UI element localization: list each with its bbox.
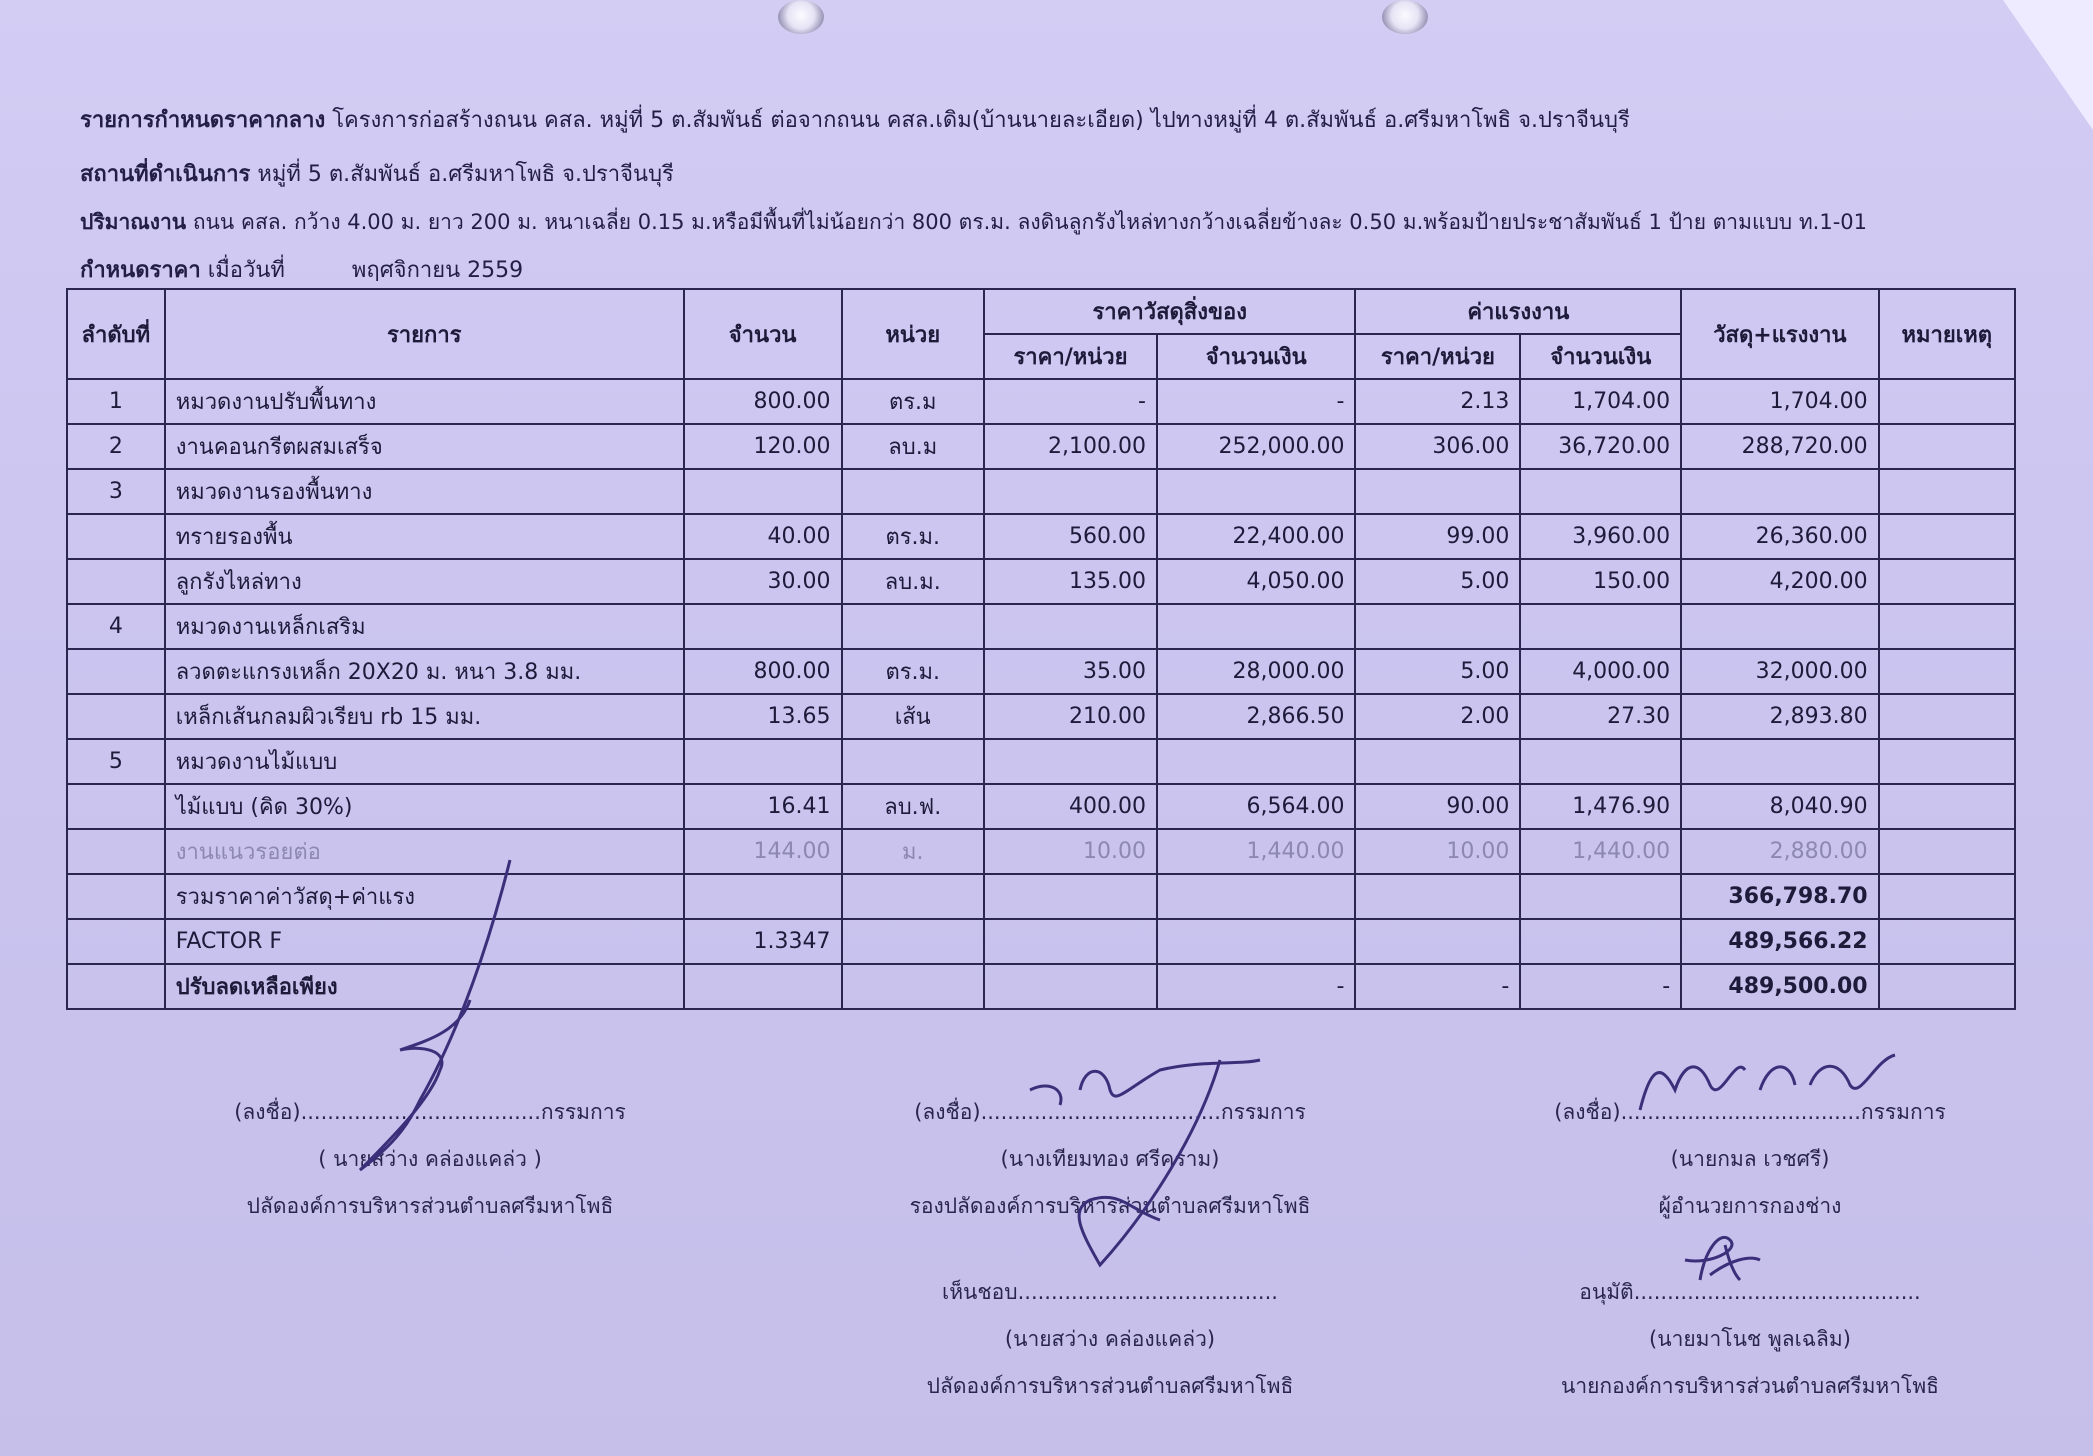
col-header-material: ราคาวัสดุสิ่งของ	[984, 289, 1355, 334]
cell-no: 4	[67, 604, 165, 649]
cell-no: 5	[67, 739, 165, 784]
cell-qty: 144.00	[684, 829, 842, 874]
cell-mat-price	[984, 874, 1157, 919]
cell-lab-amount: -	[1520, 964, 1681, 1009]
cell-remark	[1879, 829, 2015, 874]
cell-unit	[842, 604, 984, 649]
table-row	[67, 469, 2015, 514]
header-text: ถนน คสล. กว้าง 4.00 ม. ยาว 200 ม. หนาเฉลี่ย 0.15 ม.หรือมีพื้นที่ไม่น้อยกว่า 800 ตร.ม. ลงดินลูกรังไหล่ทางกว้างเฉลี่ยข้างละ 0.50 ม.พร้อมป้ายประชาสัมพันธ์ 1 ป้าย ตามแบบ ท.1-01	[192, 210, 1867, 234]
table-row	[67, 424, 2015, 469]
cell-qty	[684, 874, 842, 919]
cell-item: หมวดงานเหล็กเสริม	[165, 604, 684, 649]
cell-mat-amount: 22,400.00	[1157, 514, 1355, 559]
cell-unit	[842, 964, 984, 1009]
signer-title: ปลัดองค์การบริหารส่วนตำบลศรีมหาโพธิ	[926, 1374, 1294, 1398]
cell-mat-amount: 2,866.50	[1157, 694, 1355, 739]
table-row	[67, 604, 2015, 649]
signer-name: (นายมาโนช พูลเฉลิม)	[1649, 1327, 1851, 1351]
cell-qty: 40.00	[684, 514, 842, 559]
col-header-lab-amount: จำนวนเงิน	[1520, 334, 1681, 379]
signer-title: รองปลัดองค์การบริหารส่วนตำบลศรีมหาโพธิ	[909, 1194, 1311, 1218]
cell-mat-amount	[1157, 739, 1355, 784]
signature-line: (ลงชื่อ)....................................กรรมการ	[1554, 1100, 1946, 1124]
cell-remark	[1879, 604, 2015, 649]
signature-block-5	[1460, 1276, 2040, 1403]
header-label: รายการกำหนดราคากลาง	[80, 108, 326, 133]
cell-qty: 800.00	[684, 379, 842, 424]
cell-item: หมวดงานรองพื้นทาง	[165, 469, 684, 514]
cell-unit: เส้น	[842, 694, 984, 739]
header-line-1	[80, 102, 1630, 137]
signer-name: ( นายสว่าง คล่องแคล่ว )	[318, 1147, 542, 1171]
cell-lab-amount: 3,960.00	[1520, 514, 1681, 559]
cell-lab-amount: 1,704.00	[1520, 379, 1681, 424]
cell-lab-price: 2.13	[1355, 379, 1520, 424]
cell-mat-price: 560.00	[984, 514, 1157, 559]
cell-no	[67, 649, 165, 694]
cell-unit: ตร.ม.	[842, 649, 984, 694]
signature-line: (ลงชื่อ)....................................กรรมการ	[914, 1100, 1306, 1124]
folded-corner	[2003, 0, 2093, 130]
cell-no: 2	[67, 424, 165, 469]
table-row	[67, 649, 2015, 694]
cell-item: ปรับลดเหลือเพียง	[165, 964, 684, 1009]
signature-line: อนุมัติ...........................................	[1579, 1280, 1921, 1304]
signer-title: นายกองค์การบริหารส่วนตำบลศรีมหาโพธิ	[1560, 1374, 1939, 1398]
header-line-4	[80, 252, 523, 287]
header-date: พฤศจิกายน 2559	[351, 258, 524, 283]
cell-remark	[1879, 964, 2015, 1009]
header-label: กำหนดราคา	[80, 258, 201, 283]
header-text: โครงการก่อสร้างถนน คสล. หมู่ที่ 5 ต.สัมพันธ์ ต่อจากถนน คสล.เดิม(บ้านนายละเอียด) ไปทางหมู่ที่ 4 ต.สัมพันธ์ อ.ศรีมหาโพธิ จ.ปราจีนบุรี	[332, 108, 1630, 133]
cell-total: 4,200.00	[1681, 559, 1878, 604]
cell-lab-amount: 1,476.90	[1520, 784, 1681, 829]
cell-item: รวมราคาค่าวัสดุ+ค่าแรง	[165, 874, 684, 919]
table-row	[67, 514, 2015, 559]
cell-item: ทรายรองพื้น	[165, 514, 684, 559]
signature-line: เห็นชอบ.......................................	[942, 1280, 1278, 1304]
cell-unit: ลบ.ม.	[842, 559, 984, 604]
cell-item: งานแนวรอยต่อ	[165, 829, 684, 874]
cell-lab-amount: 27.30	[1520, 694, 1681, 739]
cell-no	[67, 784, 165, 829]
cell-lab-price: -	[1355, 964, 1520, 1009]
cell-mat-amount: 28,000.00	[1157, 649, 1355, 694]
col-header-labor: ค่าแรงงาน	[1355, 289, 1681, 334]
cell-total	[1681, 604, 1878, 649]
cell-total: 366,798.70	[1681, 874, 1878, 919]
signer-name: (นางเทียมทอง ศรีคราม)	[1000, 1147, 1220, 1171]
cell-mat-price: 400.00	[984, 784, 1157, 829]
cell-unit: ลบ.ม	[842, 424, 984, 469]
cell-remark	[1879, 559, 2015, 604]
cell-remark	[1879, 874, 2015, 919]
cell-lab-amount	[1520, 469, 1681, 514]
signer-title: ผู้อำนวยการกองช่าง	[1658, 1194, 1842, 1218]
cell-item: งานคอนกรีตผสมเสร็จ	[165, 424, 684, 469]
cell-mat-amount: 252,000.00	[1157, 424, 1355, 469]
cell-lab-amount	[1520, 874, 1681, 919]
header-text: เมื่อวันที่	[207, 258, 285, 283]
signature-line: (ลงชื่อ)....................................กรรมการ	[234, 1100, 626, 1124]
cell-total: 26,360.00	[1681, 514, 1878, 559]
col-header-mat-amount: จำนวนเงิน	[1157, 334, 1355, 379]
cell-remark	[1879, 649, 2015, 694]
cell-remark	[1879, 694, 2015, 739]
cell-unit	[842, 919, 984, 964]
col-header-unit: หน่วย	[842, 289, 984, 379]
header-text: หมู่ที่ 5 ต.สัมพันธ์ อ.ศรีมหาโพธิ จ.ปราจีนบุรี	[257, 162, 674, 187]
punch-hole	[1382, 0, 1428, 34]
cell-total: 2,893.80	[1681, 694, 1878, 739]
col-header-total: วัสดุ+แรงงาน	[1681, 289, 1878, 379]
cell-lab-price: 99.00	[1355, 514, 1520, 559]
cell-mat-amount: 4,050.00	[1157, 559, 1355, 604]
signer-title: ปลัดองค์การบริหารส่วนตำบลศรีมหาโพธิ	[246, 1194, 614, 1218]
cell-item: FACTOR F	[165, 919, 684, 964]
cell-mat-price	[984, 604, 1157, 649]
cell-no	[67, 919, 165, 964]
cell-total: 288,720.00	[1681, 424, 1878, 469]
cell-unit: ตร.ม.	[842, 514, 984, 559]
cell-mat-price	[984, 739, 1157, 784]
cell-no	[67, 964, 165, 1009]
cell-item: ไม้แบบ (คิด 30%)	[165, 784, 684, 829]
cell-lab-price: 306.00	[1355, 424, 1520, 469]
cell-item: หมวดงานไม้แบบ	[165, 739, 684, 784]
cell-lab-amount: 36,720.00	[1520, 424, 1681, 469]
cell-qty: 16.41	[684, 784, 842, 829]
cell-total: 8,040.90	[1681, 784, 1878, 829]
table-row	[67, 739, 2015, 784]
cell-no	[67, 694, 165, 739]
cell-total	[1681, 739, 1878, 784]
cell-total	[1681, 469, 1878, 514]
cell-total: 32,000.00	[1681, 649, 1878, 694]
cell-qty: 800.00	[684, 649, 842, 694]
cell-lab-amount	[1520, 604, 1681, 649]
col-header-no: ลำดับที่	[67, 289, 165, 379]
cell-mat-amount: 1,440.00	[1157, 829, 1355, 874]
col-header-remark: หมายเหตุ	[1879, 289, 2015, 379]
cell-qty	[684, 604, 842, 649]
signer-name: (นายสว่าง คล่องแคล่ว)	[1004, 1327, 1216, 1351]
cell-lab-price	[1355, 739, 1520, 784]
cell-unit	[842, 739, 984, 784]
header-line-3	[80, 206, 1867, 239]
cell-mat-price	[984, 919, 1157, 964]
col-header-mat-price: ราคา/หน่วย	[984, 334, 1157, 379]
cell-mat-price: 35.00	[984, 649, 1157, 694]
cell-mat-price: -	[984, 379, 1157, 424]
cell-mat-amount: 6,564.00	[1157, 784, 1355, 829]
cell-lab-amount	[1520, 739, 1681, 784]
cell-remark	[1879, 739, 2015, 784]
cell-lab-price: 5.00	[1355, 559, 1520, 604]
cell-no	[67, 829, 165, 874]
header-label: สถานที่ดำเนินการ	[80, 162, 251, 187]
cell-remark	[1879, 379, 2015, 424]
cell-mat-amount	[1157, 919, 1355, 964]
signature-block-4	[820, 1276, 1400, 1403]
handwritten-signature	[1670, 1220, 1770, 1290]
col-header-item: รายการ	[165, 289, 684, 379]
punch-hole	[778, 0, 824, 34]
cell-total: 489,500.00	[1681, 964, 1878, 1009]
cell-remark	[1879, 784, 2015, 829]
cell-total: 2,880.00	[1681, 829, 1878, 874]
cell-remark	[1879, 514, 2015, 559]
signer-name: (นายกมล เวชศรี)	[1670, 1147, 1830, 1171]
cell-mat-price: 10.00	[984, 829, 1157, 874]
cell-no: 3	[67, 469, 165, 514]
cell-qty: 120.00	[684, 424, 842, 469]
cell-lab-price: 2.00	[1355, 694, 1520, 739]
cell-mat-price: 2,100.00	[984, 424, 1157, 469]
cell-lab-price	[1355, 469, 1520, 514]
cell-lab-amount	[1520, 919, 1681, 964]
cell-unit: ม.	[842, 829, 984, 874]
cell-mat-price: 135.00	[984, 559, 1157, 604]
cell-no: 1	[67, 379, 165, 424]
cell-mat-price	[984, 964, 1157, 1009]
handwritten-signature	[1010, 1050, 1280, 1280]
cell-unit	[842, 874, 984, 919]
cell-lab-amount: 4,000.00	[1520, 649, 1681, 694]
cell-qty	[684, 964, 842, 1009]
header-label: ปริมาณงาน	[80, 210, 187, 234]
cell-no	[67, 559, 165, 604]
cell-remark	[1879, 469, 2015, 514]
table-row	[67, 694, 2015, 739]
cell-qty	[684, 739, 842, 784]
cell-no	[67, 514, 165, 559]
table-row	[67, 784, 2015, 829]
cell-unit: ลบ.ฟ.	[842, 784, 984, 829]
cell-mat-price	[984, 469, 1157, 514]
cell-lab-amount: 1,440.00	[1520, 829, 1681, 874]
cell-qty	[684, 469, 842, 514]
cell-qty: 30.00	[684, 559, 842, 604]
cell-lab-price	[1355, 604, 1520, 649]
cell-no	[67, 874, 165, 919]
cell-qty: 1.3347	[684, 919, 842, 964]
cell-item: หมวดงานปรับพื้นทาง	[165, 379, 684, 424]
cell-unit	[842, 469, 984, 514]
col-header-lab-price: ราคา/หน่วย	[1355, 334, 1520, 379]
cell-mat-price: 210.00	[984, 694, 1157, 739]
cell-item: ลวดตะแกรงเหล็ก 20X20 ม. หนา 3.8 มม.	[165, 649, 684, 694]
cell-mat-amount: -	[1157, 964, 1355, 1009]
cell-total: 489,566.22	[1681, 919, 1878, 964]
cell-qty: 13.65	[684, 694, 842, 739]
cell-remark	[1879, 919, 2015, 964]
col-header-qty: จำนวน	[684, 289, 842, 379]
cell-item: ลูกรังไหล่ทาง	[165, 559, 684, 604]
cell-lab-price	[1355, 919, 1520, 964]
cell-lab-price: 5.00	[1355, 649, 1520, 694]
cell-mat-amount	[1157, 604, 1355, 649]
cell-mat-amount	[1157, 874, 1355, 919]
cell-lab-amount: 150.00	[1520, 559, 1681, 604]
header-line-2	[80, 156, 674, 191]
handwritten-signature	[340, 850, 540, 1180]
cell-unit: ตร.ม	[842, 379, 984, 424]
cell-total: 1,704.00	[1681, 379, 1878, 424]
cell-lab-price: 10.00	[1355, 829, 1520, 874]
handwritten-signature	[1620, 1040, 1910, 1120]
table-row	[67, 559, 2015, 604]
cell-mat-amount	[1157, 469, 1355, 514]
table-row	[67, 379, 2015, 424]
cell-mat-amount: -	[1157, 379, 1355, 424]
cell-item: เหล็กเส้นกลมผิวเรียบ rb 15 มม.	[165, 694, 684, 739]
cell-remark	[1879, 424, 2015, 469]
cell-lab-price: 90.00	[1355, 784, 1520, 829]
cell-lab-price	[1355, 874, 1520, 919]
